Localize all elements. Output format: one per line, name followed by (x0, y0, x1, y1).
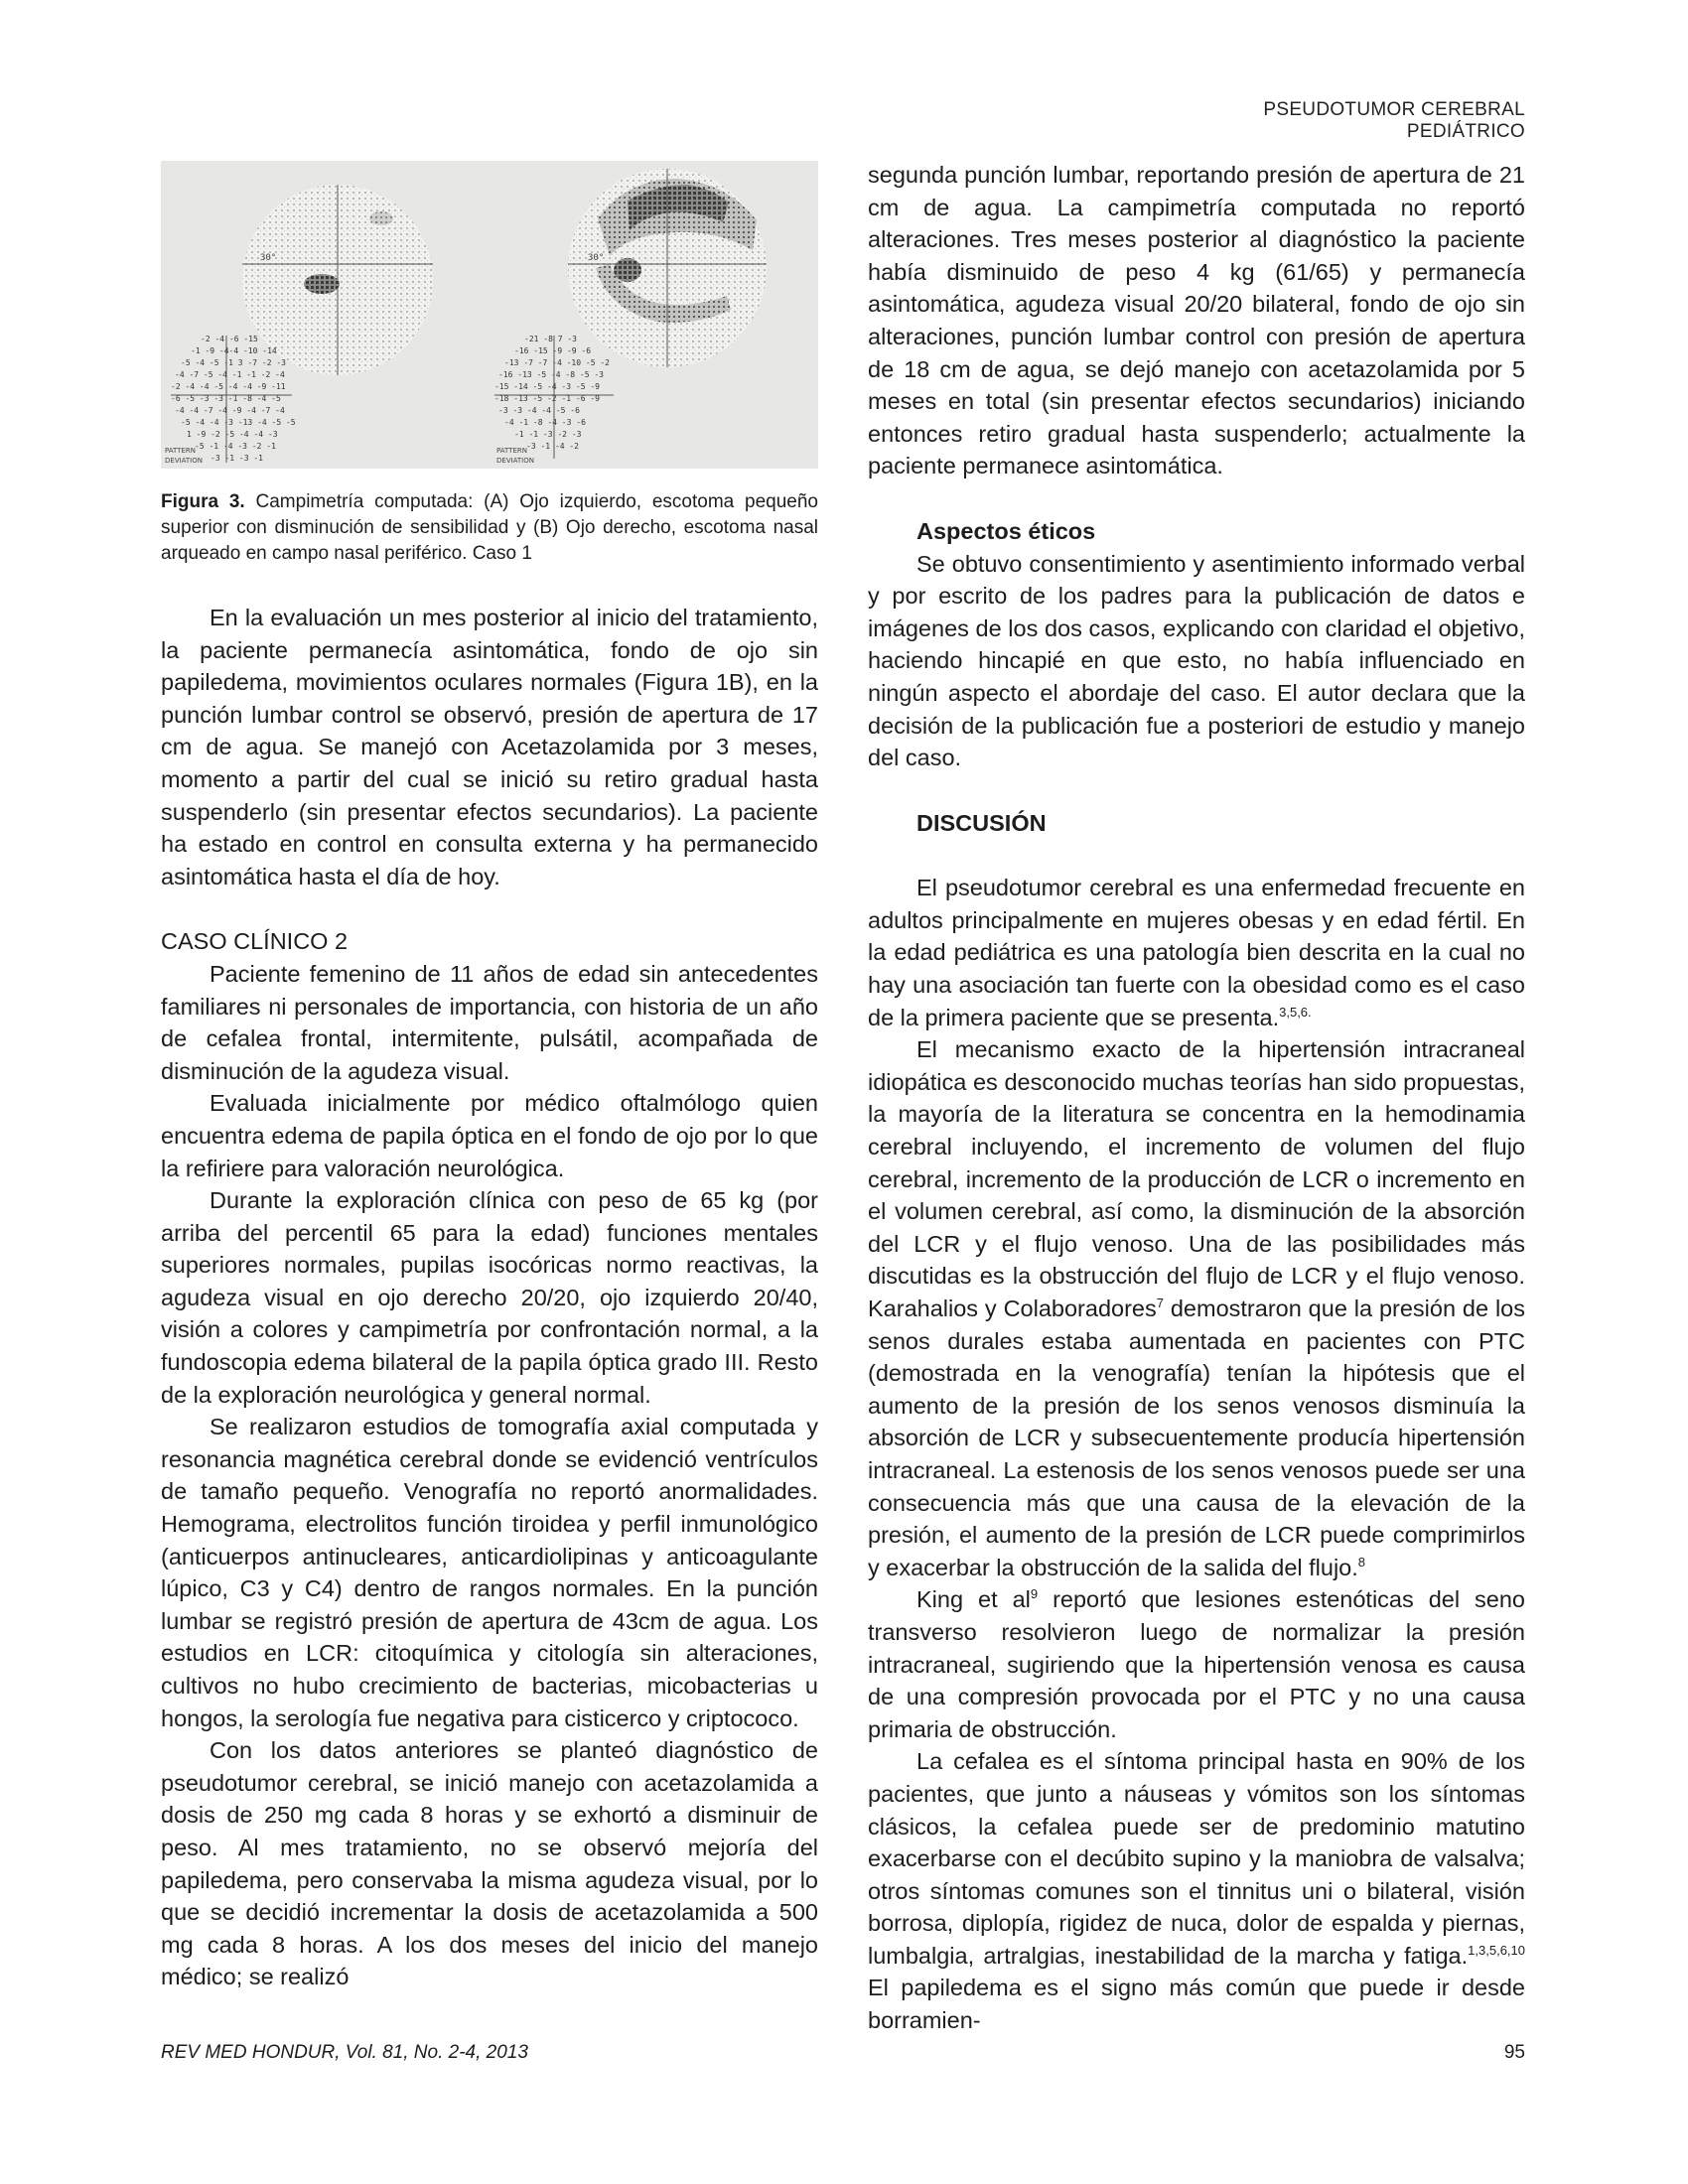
svg-text:-6 -5 -3 -3 -1 -8 -4 -5: -6 -5 -3 -3 -1 -8 -4 -5 (171, 394, 281, 403)
svg-text:-5 -4 -4 -3 -13 -4 -5 -5: -5 -4 -4 -3 -13 -4 -5 -5 (181, 418, 296, 427)
svg-text:-21 -8 7 -3: -21 -8 7 -3 (524, 335, 577, 343)
paragraph: Durante la exploración clínica con peso de 65 kg (por arriba del percentil 65 para la edad) funciones mentales superiores normales, pupilas isocóricas normo reactivas, la agudeza visual en ojo derecho 20/20, ojo izquierdo 20/40, visión a colores y campimetría por confrontación normal, a la fundoscopia edema bilateral de la papila óptica grado III. Resto de la exploración neurológica y general normal. (161, 1187, 818, 1408)
reference-superscript: 8 (1357, 1554, 1366, 1570)
left-column (161, 602, 818, 1993)
svg-text:-2 -4 -6 -15: -2 -4 -6 -15 (201, 335, 258, 343)
deviation-label-a: DEVIATION (165, 457, 203, 465)
visual-field-image (161, 161, 818, 469)
pattern-label-a: PATTERN (165, 447, 196, 455)
paragraph (868, 872, 1525, 1033)
journal-citation: REV MED HONDUR, Vol. 81, No. 2-4, 2013 (161, 2042, 528, 2063)
paragraph: Se obtuvo consentimiento y asentimiento informado verbal y por escrito de los padres para la publicación de datos e imágenes de los dos casos, explicando con claridad el objetivo, haciendo hincapié en que esto, no había influenciado en ningún aspecto el abordaje del caso. El autor declara que la decisión de la publicación fue a posteriori de estudio y manejo del caso. (868, 550, 1525, 771)
figure-visual-fields (161, 161, 818, 469)
svg-text:-5 -4 -5 -1 3 -7 -2 -3: -5 -4 -5 -1 3 -7 -2 -3 (181, 358, 286, 367)
paragraph-text: reportó que lesiones estenóticas del seno transverso resolvieron luego de normalizar la presión intracraneal, sugiriendo que la hipertensión venosa es causa de una compresión provocada por el PTC y no una causa primaria de obstrucción. (868, 1586, 1526, 1742)
caption-label: Figura 3. (161, 491, 245, 512)
paragraph (868, 1033, 1525, 1583)
ethics-heading: Aspectos éticos (916, 517, 1096, 544)
page-number: 95 (1503, 2042, 1525, 2063)
paragraph: Se realizaron estudios de tomografía axial computada y resonancia magnética cerebral donde se evidenció ventrículos de tamaño pequeño. Venografía no reportó anormalidades. Hemograma, electrolitos función tiroidea y perfil inmunológico (anticuerpos antinucleares, anticardiolipinas y anticoagulante lúpico, C3 y C4) dentro de rangos normales. En la punción lumbar se registró presión de apertura de 43cm de agua. Los estudios en LCR: citoquímica y citología sin alteraciones, cultivos no hubo crecimiento de bacterias, micobacterias u hongos, la serología fue negativa para cisticerco y criptococo. (161, 1414, 818, 1731)
paragraph: Evaluada inicialmente por médico oftalmólogo quien encuentra edema de papila óptica en el fondo de ojo por lo que la refiriere para valoración neurológica. (161, 1090, 818, 1181)
svg-text:-16 -15 -9 -9 -6: -16 -15 -9 -9 -6 (514, 346, 592, 355)
discussion-heading: DISCUSIÓN (916, 809, 1047, 836)
reference-superscript: 3,5,6. (1279, 1004, 1312, 1020)
svg-text:-4 -1 -8 -4 -3 -6: -4 -1 -8 -4 -3 -6 (504, 418, 586, 427)
svg-text:-18 -13 -5 -2 -1 -6 -9: -18 -13 -5 -2 -1 -6 -9 (494, 394, 600, 403)
axis-label-b: 30° (588, 253, 605, 263)
reference-superscript: 9 (1030, 1586, 1039, 1602)
paragraph (868, 1745, 1525, 2036)
paragraph (868, 1583, 1525, 1745)
paragraph-text: King et al (916, 1586, 1031, 1613)
svg-text:-4 -4 -7 -4 -9 -4 -7 -4: -4 -4 -7 -4 -9 -4 -7 -4 (175, 406, 285, 415)
running-title: PSEUDOTUMOR CEREBRAL PEDIÁTRICO (1263, 99, 1525, 142)
visual-field-plot-a (165, 185, 433, 465)
deviation-label-b: DEVIATION (496, 457, 534, 465)
reference-superscript: 1,3,5,6,10 (1468, 1943, 1525, 1959)
paragraph-text: La cefalea es el síntoma principal hasta en 90% de los pacientes, que junto a náuseas y vómitos son los síntomas clásicos, la cefalea puede ser de predominio matutino exacerbarse con el decúbito supino y la maniobra de valsalva; otros síntomas comunes son el tinnitus uni o bilateral, visión borrosa, diplopía, rigidez de nuca, dolor de espalda y piernas, lumbalgia, artralgias, inestabilidad de la marcha y fatiga. (868, 1748, 1525, 1969)
caption-text: Campimetría computada: (A) Ojo izquierdo, escotoma pequeño superior con disminución de sensibilidad y (B) Ojo derecho, escotoma nasal arqueado en campo nasal periférico. Caso 1 (161, 491, 819, 564)
svg-text:1 -9 -2 -5 -4 -4 -3: 1 -9 -2 -5 -4 -4 -3 (187, 430, 278, 439)
svg-text:-2 -4 -4 -5 -4 -4 -9 -11: -2 -4 -4 -5 -4 -4 -9 -11 (171, 382, 286, 391)
paragraph-text: El papiledema es el signo más común que puede ir desde borramien- (868, 1975, 1525, 2034)
svg-text:-13 -7 -7 -4 -10 -5 -2: -13 -7 -7 -4 -10 -5 -2 (504, 358, 610, 367)
svg-text:-3 -1 -4 -2: -3 -1 -4 -2 (526, 442, 579, 451)
paragraph-text: El mecanismo exacto de la hipertensión intracraneal idiopática es desconocido muchas teorías han sido propuestas, la mayoría de la literatura se concentra en la hemodinamia cerebral incluyendo, el incremento de volumen del flujo cerebral, incremento de la producción de LCR o incremento en el volumen cerebral, así como, la disminución de la absorción del LCR y el flujo venoso. Una de las posibilidades más discutidas es la obstrucción del flujo de LCR y el flujo venoso. Karahalios y Colaboradores (868, 1036, 1525, 1321)
svg-text:-5 -1 -4 -3 -2 -1: -5 -1 -4 -3 -2 -1 (195, 442, 276, 451)
svg-text:-1 -9 -4-4 -10 -14: -1 -9 -4-4 -10 -14 (191, 346, 277, 355)
svg-text:-3 -1 -3 -1: -3 -1 -3 -1 (211, 454, 263, 463)
figure-caption (161, 489, 818, 567)
paragraph: En la evaluación un mes posterior al inicio del tratamiento, la paciente permanecía asintomática, fondo de ojo sin papiledema, movimientos oculares normales (Figura 1B), en la punción lumbar control se observó, presión de apertura de 17 cm de agua. Se manejó con Acetazolamida por 3 meses, momento a partir del cual se inició su retiro gradual hasta suspenderlo (sin presentar efectos secundarios). La paciente ha estado en control en consulta externa y ha permanecido asintomática hasta el día de hoy. (161, 605, 818, 889)
paragraph: segunda punción lumbar, reportando presión de apertura de 21 cm de agua. La campimetría computada no reportó alteraciones. Tres meses posterior al diagnóstico la paciente había disminuido de peso 4 kg (61/65) y permanecía asintomática, agudeza visual 20/20 bilateral, fondo de ojo sin alteraciones, punción lumbar control con presión de apertura de 18 cm de agua, se dejó manejo con acetazolamida por 5 meses en total (sin presentar efectos secundarios) iniciando entonces retiro gradual hasta suspenderlo; actualmente la paciente permanece asintomática. (868, 162, 1525, 479)
right-column (868, 159, 1525, 2037)
axis-label-a: 30° (260, 253, 277, 263)
case2-heading: CASO CLÍNICO 2 (161, 928, 349, 955)
visual-field-plot-b (494, 169, 767, 465)
paragraph: Paciente femenino de 11 años de edad sin antecedentes familiares ni personales de importancia, con historia de un año de cefalea frontal, intermitente, pulsátil, acompañada de disminución de la agudeza visual. (161, 960, 818, 1084)
svg-text:-3 -3 -4 -4 -5 -6: -3 -3 -4 -4 -5 -6 (498, 406, 580, 415)
svg-text:-16 -13 -5 -4 -8 -5 -3: -16 -13 -5 -4 -8 -5 -3 (498, 370, 604, 379)
svg-text:-1 -1 -3 -2 -3: -1 -1 -3 -2 -3 (514, 430, 582, 439)
svg-text:-4 -7 -5 -4 -1 -1 -2 -4: -4 -7 -5 -4 -1 -1 -2 -4 (175, 370, 285, 379)
paragraph-text: demostraron que la presión de los senos durales estaba aumentada en pacientes con PTC (demostrada en la venografía) tenían la hipótesis que el aumento de la presión de los senos venosos disminuía la absorción de LCR y subsecuentemente producía hipertensión intracraneal. La estenosis de los senos venosos puede ser una consecuencia más que una causa de la elevación de la presión, el aumento de la presión de LCR puede comprimirlos y exacerbar la obstrucción de la salida del flujo. (868, 1296, 1526, 1580)
svg-text:-15 -14 -5 -4 -3 -5 -9: -15 -14 -5 -4 -3 -5 -9 (494, 382, 600, 391)
reference-superscript: 7 (1156, 1296, 1164, 1311)
paragraph-text: El pseudotumor cerebral es una enfermedad frecuente en adultos principalmente en mujeres obesas y en edad fértil. En la edad pediátrica es una patología bien descrita en la cual no hay una asociación tan fuerte con la obesidad como es el caso de la primera paciente que se presenta. (868, 875, 1525, 1030)
pattern-label-b: PATTERN (496, 447, 527, 455)
paragraph: Con los datos anteriores se planteó diagnóstico de pseudotumor cerebral, se inició manejo con acetazolamida a dosis de 250 mg cada 8 horas y se exhortó a disminuir de peso. Al mes tratamiento, no se observó mejoría del papiledema, pero conservaba la misma agudeza visual, por lo que se decidió incrementar la dosis de acetazolamida a 500 mg cada 8 horas. A los dos meses del inicio del manejo médico; se realizó (161, 1737, 818, 1990)
